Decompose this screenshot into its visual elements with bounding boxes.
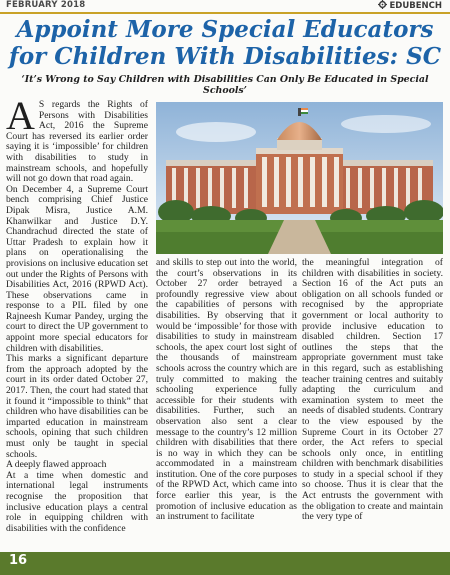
paragraph: On December 4, a Supreme Court bench comprising Chief Justice Dipak Misra, Justice A.M. Khanwilkar and Justice D.Y. Chandrachud directed the state of Uttar Pradesh to explain how it plans on operationalising the provisions on inclusive education set out under the Rights of Persons with Disabilities Act, 2016 (RPWD Act). These observations came in response to a PIL filed by one Rajneesh Kumar Pandey, urging the court to direct the UP government to appoint more special educators for children with disabilities. (6, 183, 148, 354)
paragraph: the meaningful integration of children with disabilities in society. Section 16 of the Act puts an obligation on all schools funded or recognised by the appropriate government or local authority to provide inclusive education to disabled children. Section 17 outlines the steps that the appropriate government must take in this regard, such as establishing teacher training centres and suitably adapting the curriculum and examination system to meet the needs of disabled students. Contrary to the view espoused by the Supreme Court in its October 27 order, the Act refers to special schools only once, in entitling children with benchmark disabilities to study in a special school if they so choose. Thus it is clear that the Act entrusts the government with the obligation to create and maintain the very type of (302, 257, 443, 523)
header-rule (0, 12, 450, 14)
article-column-1 (6, 93, 148, 534)
subheading: A deeply flawed approach (6, 459, 107, 471)
paragraph (6, 93, 148, 185)
brand-logo (378, 0, 442, 11)
headline-line-2: for Children With Disabilities: SC (8, 43, 442, 70)
article-deck: ‘It’s Wrong to Say Children with Disabilities Can Only Be Educated in Special Schools’ (21, 74, 429, 96)
drop-cap: A (6, 93, 35, 138)
paragraph: At a time when domestic and international legal instruments recognise the proposition that inclusive education plays a central role in equipping children with disabilities with the confidence (6, 469, 148, 534)
headline-line-1: Appoint More Special Educators (16, 16, 434, 43)
article-column-3 (302, 258, 443, 523)
paragraph-text: S regards the Rights of Persons with Disabilities Act, 2016 the Supreme Court has reversed its earlier order saying it is ‘impossible’ for children with disabilities to study in mainstream schools, and hopefully will not go down that road again. (6, 99, 148, 185)
brand-name: EDUBENCH (389, 1, 442, 11)
issue-date: FEBRUARY 2018 (6, 0, 86, 10)
paragraph: This marks a significant departure from the approach adopted by the court in its order dated October 27, 2017. Then, the court had stated that it found it “impossible to think” that children who have disabilities can be imparted education in mainstream schools, opining that such children must only be taught in special schools. (6, 353, 148, 460)
article-column-2 (156, 258, 297, 523)
paragraph: and skills to step out into the world, the court’s observations in its October 27 order betrayed a profoundly regressive view about the capabilities of persons with disabilities. By observing that it would be ‘impossible’ for those with disabilities to study in mainstream schools, the apex court lost sight of the thousands of mainstream schools across the country which are truly committed to making the schooling experience fully accessible for their students with disabilities. Further, such an observation also sent a clear message to the country’s 12 million children with disabilities that there is no way in which they can be accommodated in a mainstream institution. One of the core purposes of the RPWD Act, which came into force earlier this year, is the promotion of inclusive education as an instrument to facilitate (156, 257, 297, 523)
page-number: 16 (9, 553, 28, 568)
page-header (0, 0, 450, 12)
gear-icon (378, 0, 387, 9)
page-footer (0, 552, 450, 575)
article-headline (0, 16, 450, 70)
supreme-court-photo (156, 102, 443, 254)
